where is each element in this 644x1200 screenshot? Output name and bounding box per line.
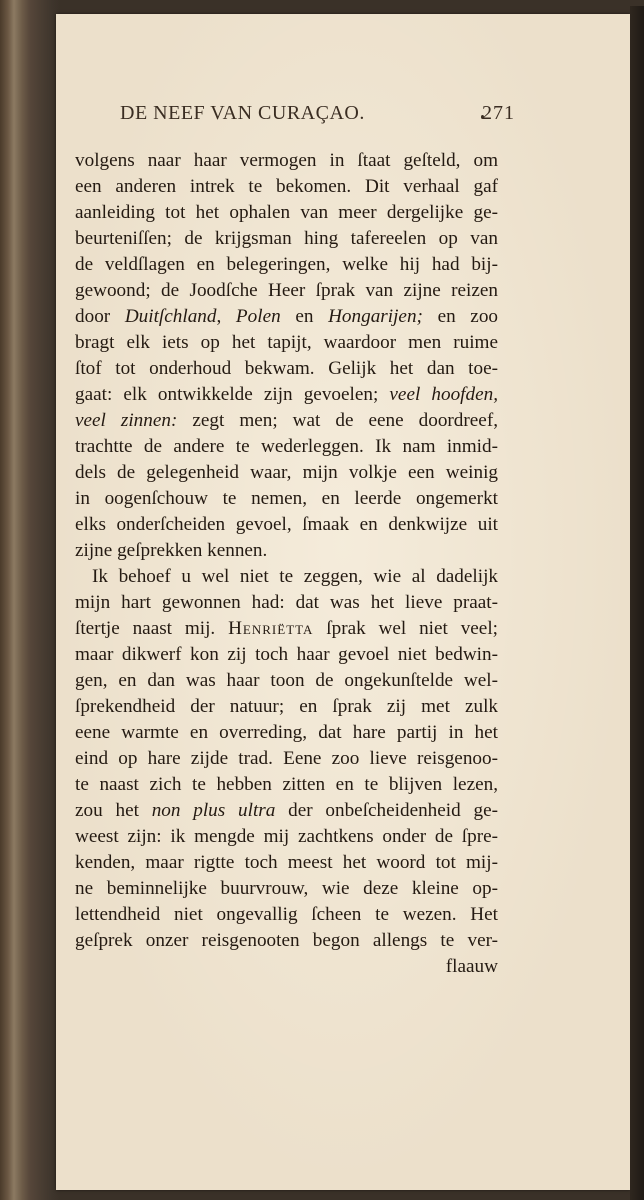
catchword: flaauw bbox=[445, 956, 498, 977]
text-line: aanleiding tot het ophalen van meer dergelijke ge- bbox=[75, 202, 498, 223]
text-line: maar dikwerf kon zij toch haar gevoel niet bedwin- bbox=[75, 644, 498, 665]
text-line: ne beminnelijke buurvrouw, wie deze kleine op- bbox=[75, 878, 498, 899]
text-line: elks onderſcheiden gevoel, ſmaak en denkwijze uit bbox=[75, 514, 498, 535]
text-line: in oogenſchouw te nemen, en leerde ongemerkt bbox=[75, 488, 498, 509]
text-line: te naast zich te hebben zitten en te blijven lezen, bbox=[75, 774, 498, 795]
small-caps-name: Henriëtta bbox=[228, 618, 314, 639]
text-line: veel zinnen: zegt men; wat de eene doordreef, bbox=[75, 410, 499, 431]
italic-text: Hongarijen; bbox=[328, 306, 423, 327]
text-line: dels de gelegenheid waar, mijn volkje een weinig bbox=[75, 462, 498, 483]
text-line: beurteniſſen; de krijgsman hing tafereelen op van bbox=[75, 228, 498, 249]
page-number: 271 bbox=[482, 102, 515, 124]
page-header bbox=[120, 100, 520, 132]
text-line: ſtof tot onderhoud bekwam. Gelijk het dan toe- bbox=[75, 358, 498, 379]
text-line: een anderen intrek te bekomen. Dit verhaal gaf bbox=[75, 176, 498, 197]
text-line: kenden, maar rigtte toch meest het woord tot mij- bbox=[75, 852, 498, 873]
text-line: ſtertje naast mij. Henriëtta ſprak wel niet veel; bbox=[75, 618, 498, 639]
italic-text: veel zinnen: bbox=[75, 410, 178, 431]
text-line: Ik behoef u wel niet te zeggen, wie al dadelijk bbox=[92, 566, 498, 587]
running-title: DE NEEF VAN CURAÇAO. bbox=[120, 102, 365, 124]
text-line: geſprek onzer reisgenooten begon allengs te ver- bbox=[75, 930, 498, 951]
italic-text: veel hoofden, bbox=[389, 384, 498, 405]
italic-text: Polen bbox=[235, 306, 281, 327]
text-line: eene warmte en overreding, dat hare partij in het bbox=[75, 722, 498, 743]
text-line: eind op hare zijde trad. Eene zoo lieve reisgenoo- bbox=[75, 748, 498, 769]
text-line: zijne geſprekken kennen. bbox=[75, 540, 268, 561]
text-line: ſprekendheid der natuur; en ſprak zij met zulk bbox=[75, 696, 498, 717]
text-line: gen, en dan was haar toon de ongekunſtelde wel- bbox=[75, 670, 498, 691]
italic-text: Duitſchland bbox=[124, 306, 217, 327]
text-line: mijn hart gewonnen had: dat was het lieve praat- bbox=[75, 592, 498, 613]
text-line: zou het non plus ultra der onbeſcheidenheid ge- bbox=[75, 800, 498, 821]
text-line: door Duitſchland, Polen en Hongarijen; en zoo bbox=[75, 306, 499, 327]
text-line: weest zijn: ik mengde mij zachtkens onder de ſpre- bbox=[75, 826, 498, 847]
catchword-row bbox=[75, 954, 498, 980]
text-line: de veldſlagen en belegeringen, welke hij had bij- bbox=[75, 254, 498, 275]
text-line: trachtte de andere te wederleggen. Ik nam inmid- bbox=[75, 436, 498, 457]
text-line: volgens naar haar vermogen in ſtaat geſteld, om bbox=[75, 150, 498, 171]
text-line: bragt elk iets op het tapijt, waardoor men ruime bbox=[75, 332, 498, 353]
body-text bbox=[75, 148, 498, 980]
text-line: gaat: elk ontwikkelde zijn gevoelen; veel hoofden, bbox=[75, 384, 498, 405]
italic-text: non plus ultra bbox=[151, 800, 276, 821]
page-edge bbox=[630, 6, 644, 1200]
text-line: lettendheid niet ongevallig ſcheen te wezen. Het bbox=[75, 904, 498, 925]
text-line: gewoond; de Joodſche Heer ſprak van zijne reizen bbox=[75, 280, 498, 301]
